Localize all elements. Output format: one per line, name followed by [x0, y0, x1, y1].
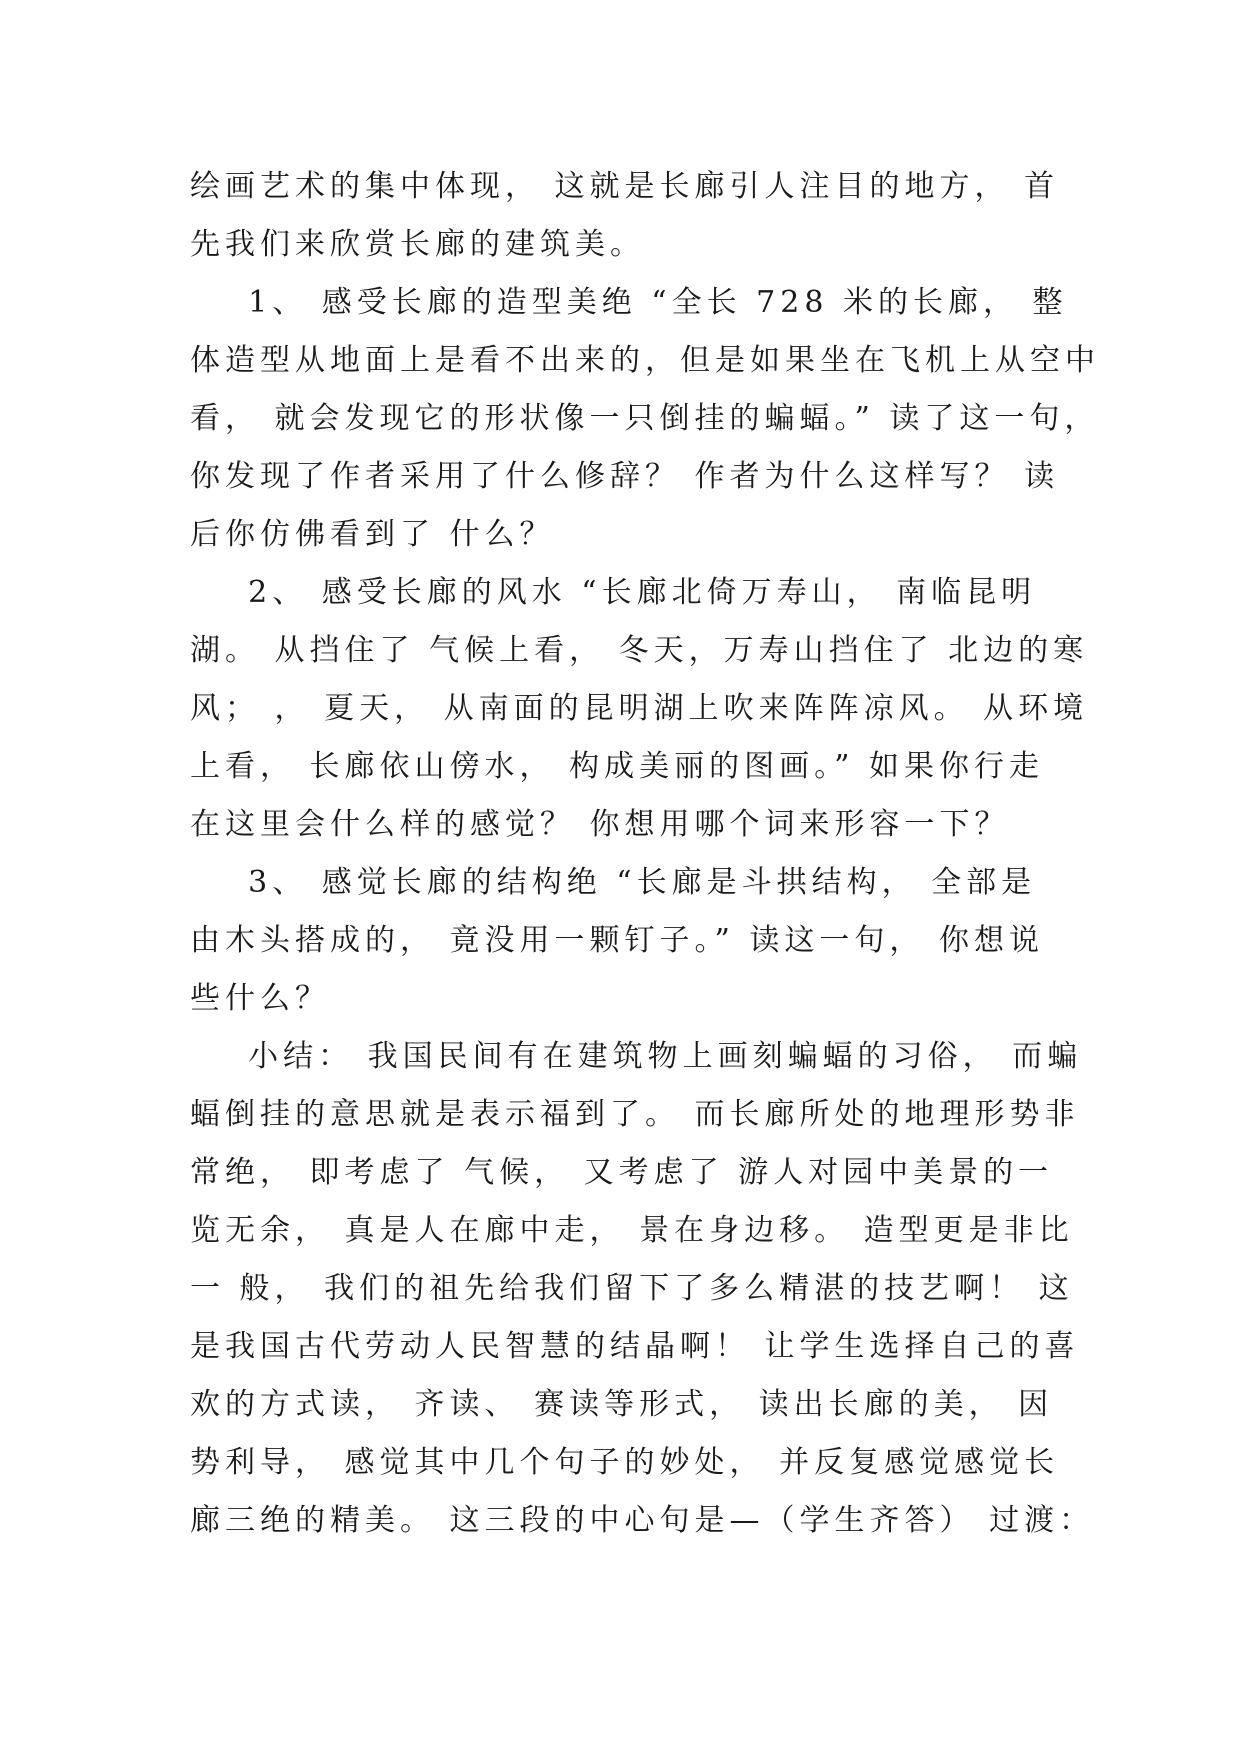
text-line: 绘画艺术的集中体现， 这就是长廊引人注目的地方， 首: [190, 169, 1060, 204]
text-line: 一 般， 我们的祖先给我们留下了多么精湛的技艺啊！ 这: [190, 1271, 1074, 1306]
text-line: 上看， 长廊依山傍水， 构成美丽的图画。” 如果你行走: [190, 749, 1044, 784]
text-line: 小结： 我国民间有在建筑物上画刻蝙蝠的习俗， 而蝙: [190, 1039, 1083, 1074]
text-line: 览无余， 真是人在廊中走， 景在身边移。 造型更是非比: [190, 1213, 1074, 1248]
text-line: 2、 感受长廊的风水 “长廊北倚万寿山， 南临昆明: [190, 575, 1037, 610]
text-line: 由木头搭成的， 竟没用一颗钉子。” 读这一句， 你想说: [190, 923, 1044, 958]
text-line: 是我国古代劳动人民智慧的结晶啊！ 让学生选择自己的喜: [190, 1329, 1080, 1364]
text-line: 势利导， 感觉其中几个句子的妙处， 并反复感觉感觉长: [190, 1445, 1060, 1480]
text-line: 风； ， 夏天， 从南面的昆明湖上吹来阵阵凉风。 从环境: [190, 691, 1089, 726]
text-line: 蝠倒挂的意思就是表示福到了。 而长廊所处的地理形势非: [190, 1097, 1080, 1132]
text-line: 廊三绝的精美。 这三段的中心句是—（学生齐答） 过渡：: [190, 1503, 1095, 1538]
text-line: 你发现了作者采用了什么修辞？ 作者为什么这样写？ 读: [190, 459, 1060, 494]
text-line: 1、 感受长廊的造型美绝 “全长 728 米的长廊， 整: [190, 285, 1068, 320]
text-line: 些什么？: [190, 981, 330, 1016]
text-line: 看， 就会发现它的形状像一只倒挂的蝙蝠。” 读了这一句，: [190, 401, 1100, 436]
text-line: 在这里会什么样的感觉？ 你想用哪个词来形容一下？: [190, 807, 1010, 842]
text-line: 常绝， 即考虑了 气候， 又考虑了 游人对园中美景的一: [190, 1155, 1054, 1190]
text-line: 先我们来欣赏长廊的建筑美。: [190, 227, 645, 262]
text-line: 湖。 从挡住了 气候上看， 冬天，万寿山挡住了 北边的寒: [190, 633, 1089, 668]
text-line: 欢的方式读， 齐读、 赛读等形式， 读出长廊的美， 因: [190, 1387, 1054, 1422]
text-line: 后你仿佛看到了 什么？: [190, 517, 555, 552]
text-line: 3、 感觉长廊的结构绝 “长廊是斗拱结构， 全部是: [190, 865, 1037, 900]
text-line: 体造型从地面上是看不出来的，但是如果坐在飞机上从空中: [190, 343, 1100, 378]
